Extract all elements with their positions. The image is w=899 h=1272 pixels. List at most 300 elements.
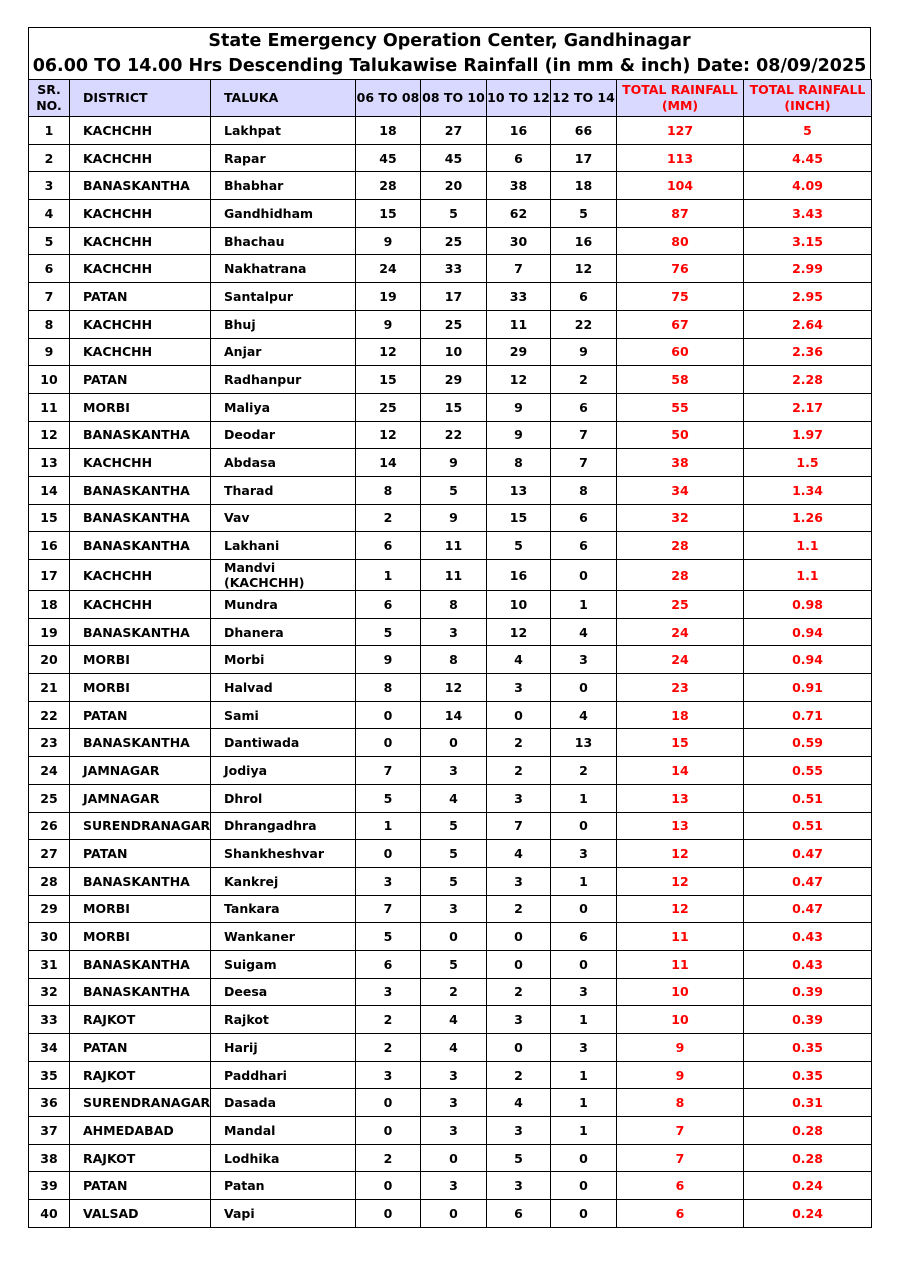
rain-12-14-cell: 2 <box>551 757 617 785</box>
sr-no-cell: 12 <box>29 421 70 449</box>
table-row <box>29 674 872 702</box>
total-inch-cell: 1.34 <box>744 476 872 504</box>
sr-no-cell: 39 <box>29 1172 70 1200</box>
district-cell: PATAN <box>70 1172 211 1200</box>
total-mm-cell: 9 <box>617 1061 744 1089</box>
sr-no-cell: 29 <box>29 895 70 923</box>
rain-10-12-cell: 2 <box>487 729 551 757</box>
taluka-cell: Abdasa <box>211 449 356 477</box>
rain-10-12-cell: 3 <box>487 867 551 895</box>
rain-06-08-cell: 0 <box>356 729 421 757</box>
table-row <box>29 449 872 477</box>
table-row <box>29 504 872 532</box>
table-row <box>29 117 872 145</box>
table-row <box>29 476 872 504</box>
rain-12-14-cell: 17 <box>551 144 617 172</box>
total-mm-cell: 14 <box>617 757 744 785</box>
rain-12-14-cell: 1 <box>551 867 617 895</box>
taluka-cell: Vav <box>211 504 356 532</box>
table-row <box>29 310 872 338</box>
rain-12-14-cell: 6 <box>551 532 617 560</box>
taluka-cell: Wankaner <box>211 923 356 951</box>
rain-10-12-cell: 38 <box>487 172 551 200</box>
total-inch-cell: 4.45 <box>744 144 872 172</box>
district-cell: KACHCHH <box>70 310 211 338</box>
taluka-cell: Tharad <box>211 476 356 504</box>
district-cell: BANASKANTHA <box>70 729 211 757</box>
rain-06-08-cell: 19 <box>356 283 421 311</box>
rain-06-08-cell: 0 <box>356 840 421 868</box>
rain-06-08-cell: 28 <box>356 172 421 200</box>
district-cell: MORBI <box>70 393 211 421</box>
rain-08-10-cell: 0 <box>421 923 487 951</box>
taluka-cell: Deodar <box>211 421 356 449</box>
total-inch-cell: 2.17 <box>744 393 872 421</box>
rain-08-10-cell: 2 <box>421 978 487 1006</box>
table-row <box>29 227 872 255</box>
table-row <box>29 1172 872 1200</box>
rain-08-10-cell: 8 <box>421 646 487 674</box>
rain-06-08-cell: 0 <box>356 1172 421 1200</box>
taluka-cell: Kankrej <box>211 867 356 895</box>
district-cell: RAJKOT <box>70 1006 211 1034</box>
total-mm-cell: 7 <box>617 1117 744 1145</box>
district-cell: MORBI <box>70 923 211 951</box>
total-mm-cell: 87 <box>617 200 744 228</box>
total-inch-cell: 0.47 <box>744 867 872 895</box>
col-header-total-mm: TOTAL RAINFALL (MM) <box>617 80 744 117</box>
rain-08-10-cell: 3 <box>421 757 487 785</box>
total-mm-cell: 127 <box>617 117 744 145</box>
rain-10-12-cell: 13 <box>487 476 551 504</box>
taluka-cell: Tankara <box>211 895 356 923</box>
total-inch-cell: 4.09 <box>744 172 872 200</box>
rain-10-12-cell: 0 <box>487 701 551 729</box>
total-mm-cell: 15 <box>617 729 744 757</box>
table-row <box>29 532 872 560</box>
rain-08-10-cell: 5 <box>421 867 487 895</box>
district-cell: KACHCHH <box>70 200 211 228</box>
rain-10-12-cell: 12 <box>487 618 551 646</box>
total-mm-cell: 18 <box>617 701 744 729</box>
rain-06-08-cell: 18 <box>356 117 421 145</box>
table-row <box>29 701 872 729</box>
rain-12-14-cell: 1 <box>551 1117 617 1145</box>
rain-12-14-cell: 3 <box>551 1034 617 1062</box>
rain-10-12-cell: 2 <box>487 1061 551 1089</box>
total-inch-cell: 0.47 <box>744 840 872 868</box>
rain-08-10-cell: 0 <box>421 729 487 757</box>
rain-06-08-cell: 45 <box>356 144 421 172</box>
rain-12-14-cell: 3 <box>551 840 617 868</box>
sr-no-cell: 4 <box>29 200 70 228</box>
sr-no-cell: 36 <box>29 1089 70 1117</box>
rain-10-12-cell: 3 <box>487 674 551 702</box>
taluka-cell: Jodiya <box>211 757 356 785</box>
district-cell: KACHCHH <box>70 560 211 591</box>
rain-10-12-cell: 2 <box>487 978 551 1006</box>
total-inch-cell: 2.64 <box>744 310 872 338</box>
table-row <box>29 950 872 978</box>
rain-08-10-cell: 3 <box>421 1117 487 1145</box>
rain-08-10-cell: 4 <box>421 1006 487 1034</box>
rain-12-14-cell: 16 <box>551 227 617 255</box>
rain-06-08-cell: 2 <box>356 1006 421 1034</box>
rain-08-10-cell: 9 <box>421 504 487 532</box>
total-inch-cell: 1.26 <box>744 504 872 532</box>
sr-no-cell: 13 <box>29 449 70 477</box>
total-mm-cell: 25 <box>617 591 744 619</box>
rain-10-12-cell: 11 <box>487 310 551 338</box>
table-row <box>29 867 872 895</box>
table-row <box>29 393 872 421</box>
rain-12-14-cell: 7 <box>551 449 617 477</box>
sr-no-cell: 32 <box>29 978 70 1006</box>
header-row <box>29 80 872 117</box>
taluka-cell: Harij <box>211 1034 356 1062</box>
total-mm-cell: 13 <box>617 812 744 840</box>
rain-12-14-cell: 2 <box>551 366 617 394</box>
rain-10-12-cell: 3 <box>487 1172 551 1200</box>
table-row <box>29 1006 872 1034</box>
rain-08-10-cell: 0 <box>421 1200 487 1228</box>
rainfall-table <box>28 79 872 1228</box>
rain-12-14-cell: 18 <box>551 172 617 200</box>
total-inch-cell: 1.1 <box>744 532 872 560</box>
col-header-taluka: TALUKA <box>211 80 356 117</box>
table-row <box>29 255 872 283</box>
rain-10-12-cell: 3 <box>487 784 551 812</box>
rain-06-08-cell: 0 <box>356 1089 421 1117</box>
total-mm-cell: 67 <box>617 310 744 338</box>
sr-no-cell: 28 <box>29 867 70 895</box>
rain-10-12-cell: 16 <box>487 560 551 591</box>
sr-no-cell: 24 <box>29 757 70 785</box>
rain-08-10-cell: 25 <box>421 310 487 338</box>
rain-10-12-cell: 3 <box>487 1006 551 1034</box>
rain-12-14-cell: 1 <box>551 1061 617 1089</box>
taluka-cell: Lakhani <box>211 532 356 560</box>
total-inch-cell: 1.5 <box>744 449 872 477</box>
total-inch-cell: 1.97 <box>744 421 872 449</box>
total-mm-cell: 12 <box>617 867 744 895</box>
total-inch-cell: 0.51 <box>744 784 872 812</box>
sr-no-cell: 26 <box>29 812 70 840</box>
rain-12-14-cell: 13 <box>551 729 617 757</box>
rain-06-08-cell: 0 <box>356 1200 421 1228</box>
rain-10-12-cell: 5 <box>487 532 551 560</box>
sr-no-cell: 23 <box>29 729 70 757</box>
rain-06-08-cell: 12 <box>356 338 421 366</box>
rain-10-12-cell: 6 <box>487 1200 551 1228</box>
table-row <box>29 1144 872 1172</box>
rain-12-14-cell: 3 <box>551 978 617 1006</box>
rain-12-14-cell: 0 <box>551 812 617 840</box>
rain-12-14-cell: 0 <box>551 560 617 591</box>
col-header-08-to-10: 08 TO 10 <box>421 80 487 117</box>
table-row <box>29 560 872 591</box>
total-inch-cell: 0.59 <box>744 729 872 757</box>
col-header-sr-no: SR. NO. <box>29 80 70 117</box>
rain-06-08-cell: 3 <box>356 978 421 1006</box>
district-cell: KACHCHH <box>70 449 211 477</box>
taluka-cell: Vapi <box>211 1200 356 1228</box>
rain-10-12-cell: 4 <box>487 646 551 674</box>
total-inch-cell: 1.1 <box>744 560 872 591</box>
taluka-cell: Lodhika <box>211 1144 356 1172</box>
rain-12-14-cell: 66 <box>551 117 617 145</box>
rain-08-10-cell: 3 <box>421 1061 487 1089</box>
rain-12-14-cell: 0 <box>551 1200 617 1228</box>
table-row <box>29 338 872 366</box>
col-header-12-to-14: 12 TO 14 <box>551 80 617 117</box>
total-mm-cell: 8 <box>617 1089 744 1117</box>
rain-06-08-cell: 5 <box>356 923 421 951</box>
total-mm-cell: 76 <box>617 255 744 283</box>
total-inch-cell: 0.43 <box>744 950 872 978</box>
sr-no-cell: 21 <box>29 674 70 702</box>
rain-08-10-cell: 14 <box>421 701 487 729</box>
rain-06-08-cell: 8 <box>356 476 421 504</box>
rainfall-report-sheet <box>28 27 871 1228</box>
total-inch-cell: 0.47 <box>744 895 872 923</box>
rain-06-08-cell: 15 <box>356 200 421 228</box>
district-cell: KACHCHH <box>70 255 211 283</box>
district-cell: RAJKOT <box>70 1144 211 1172</box>
total-inch-cell: 0.35 <box>744 1034 872 1062</box>
total-mm-cell: 24 <box>617 618 744 646</box>
rain-06-08-cell: 2 <box>356 504 421 532</box>
district-cell: BANASKANTHA <box>70 867 211 895</box>
table-row <box>29 1117 872 1145</box>
rain-10-12-cell: 62 <box>487 200 551 228</box>
sr-no-cell: 22 <box>29 701 70 729</box>
rain-10-12-cell: 8 <box>487 449 551 477</box>
rain-10-12-cell: 0 <box>487 950 551 978</box>
rain-12-14-cell: 3 <box>551 646 617 674</box>
table-row <box>29 144 872 172</box>
total-inch-cell: 0.51 <box>744 812 872 840</box>
rain-06-08-cell: 6 <box>356 950 421 978</box>
total-mm-cell: 13 <box>617 784 744 812</box>
table-row <box>29 1034 872 1062</box>
district-cell: KACHCHH <box>70 338 211 366</box>
total-inch-cell: 0.98 <box>744 591 872 619</box>
district-cell: MORBI <box>70 646 211 674</box>
taluka-cell: Rapar <box>211 144 356 172</box>
total-inch-cell: 2.99 <box>744 255 872 283</box>
sr-no-cell: 9 <box>29 338 70 366</box>
rain-06-08-cell: 2 <box>356 1144 421 1172</box>
rain-08-10-cell: 5 <box>421 812 487 840</box>
rain-08-10-cell: 20 <box>421 172 487 200</box>
rain-08-10-cell: 3 <box>421 618 487 646</box>
total-inch-cell: 0.39 <box>744 1006 872 1034</box>
table-row <box>29 729 872 757</box>
taluka-cell: Sami <box>211 701 356 729</box>
rain-06-08-cell: 9 <box>356 646 421 674</box>
sr-no-cell: 2 <box>29 144 70 172</box>
rain-08-10-cell: 3 <box>421 1089 487 1117</box>
total-mm-cell: 11 <box>617 923 744 951</box>
rain-12-14-cell: 6 <box>551 923 617 951</box>
rain-10-12-cell: 0 <box>487 1034 551 1062</box>
district-cell: KACHCHH <box>70 117 211 145</box>
rain-06-08-cell: 0 <box>356 1117 421 1145</box>
rain-10-12-cell: 9 <box>487 393 551 421</box>
table-row <box>29 1061 872 1089</box>
rain-06-08-cell: 9 <box>356 310 421 338</box>
rain-08-10-cell: 15 <box>421 393 487 421</box>
total-mm-cell: 23 <box>617 674 744 702</box>
table-row <box>29 421 872 449</box>
table-row <box>29 1089 872 1117</box>
rain-12-14-cell: 1 <box>551 784 617 812</box>
report-title-block <box>28 27 871 79</box>
taluka-cell: Bhuj <box>211 310 356 338</box>
rain-06-08-cell: 14 <box>356 449 421 477</box>
taluka-cell: Mundra <box>211 591 356 619</box>
taluka-cell: Bhabhar <box>211 172 356 200</box>
district-cell: KACHCHH <box>70 591 211 619</box>
rain-12-14-cell: 0 <box>551 1172 617 1200</box>
rain-08-10-cell: 5 <box>421 476 487 504</box>
rain-12-14-cell: 5 <box>551 200 617 228</box>
total-mm-cell: 10 <box>617 978 744 1006</box>
table-row <box>29 812 872 840</box>
taluka-cell: Nakhatrana <box>211 255 356 283</box>
table-row <box>29 895 872 923</box>
district-cell: BANASKANTHA <box>70 476 211 504</box>
sr-no-cell: 8 <box>29 310 70 338</box>
table-row <box>29 923 872 951</box>
rain-06-08-cell: 25 <box>356 393 421 421</box>
table-row <box>29 200 872 228</box>
rain-12-14-cell: 0 <box>551 1144 617 1172</box>
total-mm-cell: 28 <box>617 560 744 591</box>
district-cell: PATAN <box>70 366 211 394</box>
report-subtitle: 06.00 TO 14.00 Hrs Descending Talukawise Rainfall (in mm & inch) Date: 08/09/2025 <box>32 56 867 76</box>
sr-no-cell: 19 <box>29 618 70 646</box>
taluka-cell: Dhanera <box>211 618 356 646</box>
col-header-10-to-12: 10 TO 12 <box>487 80 551 117</box>
district-cell: PATAN <box>70 1034 211 1062</box>
taluka-cell: Mandvi (KACHCHH) <box>211 560 356 591</box>
sr-no-cell: 1 <box>29 117 70 145</box>
taluka-cell: Lakhpat <box>211 117 356 145</box>
sr-no-cell: 6 <box>29 255 70 283</box>
sr-no-cell: 15 <box>29 504 70 532</box>
rain-10-12-cell: 12 <box>487 366 551 394</box>
table-row <box>29 784 872 812</box>
sr-no-cell: 3 <box>29 172 70 200</box>
total-mm-cell: 38 <box>617 449 744 477</box>
rain-12-14-cell: 0 <box>551 674 617 702</box>
total-inch-cell: 3.15 <box>744 227 872 255</box>
report-title: State Emergency Operation Center, Gandhinagar <box>208 31 691 51</box>
district-cell: BANASKANTHA <box>70 172 211 200</box>
rain-10-12-cell: 16 <box>487 117 551 145</box>
table-row <box>29 1200 872 1228</box>
rain-06-08-cell: 7 <box>356 757 421 785</box>
rain-08-10-cell: 0 <box>421 1144 487 1172</box>
district-cell: BANASKANTHA <box>70 504 211 532</box>
district-cell: BANASKANTHA <box>70 421 211 449</box>
rain-12-14-cell: 9 <box>551 338 617 366</box>
taluka-cell: Morbi <box>211 646 356 674</box>
rain-12-14-cell: 8 <box>551 476 617 504</box>
rain-10-12-cell: 5 <box>487 1144 551 1172</box>
rain-10-12-cell: 3 <box>487 1117 551 1145</box>
table-row <box>29 757 872 785</box>
rain-10-12-cell: 0 <box>487 923 551 951</box>
rain-10-12-cell: 9 <box>487 421 551 449</box>
total-mm-cell: 80 <box>617 227 744 255</box>
total-inch-cell: 0.94 <box>744 646 872 674</box>
rain-06-08-cell: 5 <box>356 784 421 812</box>
rain-12-14-cell: 4 <box>551 618 617 646</box>
sr-no-cell: 16 <box>29 532 70 560</box>
rain-08-10-cell: 8 <box>421 591 487 619</box>
table-row <box>29 618 872 646</box>
total-mm-cell: 34 <box>617 476 744 504</box>
table-body <box>29 117 872 1228</box>
taluka-cell: Santalpur <box>211 283 356 311</box>
taluka-cell: Maliya <box>211 393 356 421</box>
district-cell: PATAN <box>70 840 211 868</box>
total-mm-cell: 9 <box>617 1034 744 1062</box>
rain-06-08-cell: 9 <box>356 227 421 255</box>
district-cell: JAMNAGAR <box>70 784 211 812</box>
taluka-cell: Suigam <box>211 950 356 978</box>
total-mm-cell: 12 <box>617 895 744 923</box>
table-row <box>29 591 872 619</box>
rain-12-14-cell: 6 <box>551 393 617 421</box>
total-mm-cell: 104 <box>617 172 744 200</box>
sr-no-cell: 11 <box>29 393 70 421</box>
total-inch-cell: 0.35 <box>744 1061 872 1089</box>
rain-06-08-cell: 24 <box>356 255 421 283</box>
rain-12-14-cell: 0 <box>551 895 617 923</box>
rain-12-14-cell: 6 <box>551 283 617 311</box>
rain-12-14-cell: 7 <box>551 421 617 449</box>
district-cell: AHMEDABAD <box>70 1117 211 1145</box>
sr-no-cell: 5 <box>29 227 70 255</box>
sr-no-cell: 10 <box>29 366 70 394</box>
district-cell: RAJKOT <box>70 1061 211 1089</box>
total-mm-cell: 6 <box>617 1172 744 1200</box>
rain-12-14-cell: 6 <box>551 504 617 532</box>
district-cell: VALSAD <box>70 1200 211 1228</box>
total-mm-cell: 50 <box>617 421 744 449</box>
rain-06-08-cell: 6 <box>356 591 421 619</box>
taluka-cell: Dhrangadhra <box>211 812 356 840</box>
rain-10-12-cell: 10 <box>487 591 551 619</box>
taluka-cell: Dantiwada <box>211 729 356 757</box>
taluka-cell: Halvad <box>211 674 356 702</box>
district-cell: BANASKANTHA <box>70 532 211 560</box>
table-row <box>29 366 872 394</box>
col-header-total-inch: TOTAL RAINFALL (INCH) <box>744 80 872 117</box>
total-mm-cell: 58 <box>617 366 744 394</box>
rain-08-10-cell: 4 <box>421 784 487 812</box>
sr-no-cell: 33 <box>29 1006 70 1034</box>
total-mm-cell: 7 <box>617 1144 744 1172</box>
sr-no-cell: 18 <box>29 591 70 619</box>
rain-10-12-cell: 29 <box>487 338 551 366</box>
taluka-cell: Patan <box>211 1172 356 1200</box>
rain-10-12-cell: 7 <box>487 255 551 283</box>
